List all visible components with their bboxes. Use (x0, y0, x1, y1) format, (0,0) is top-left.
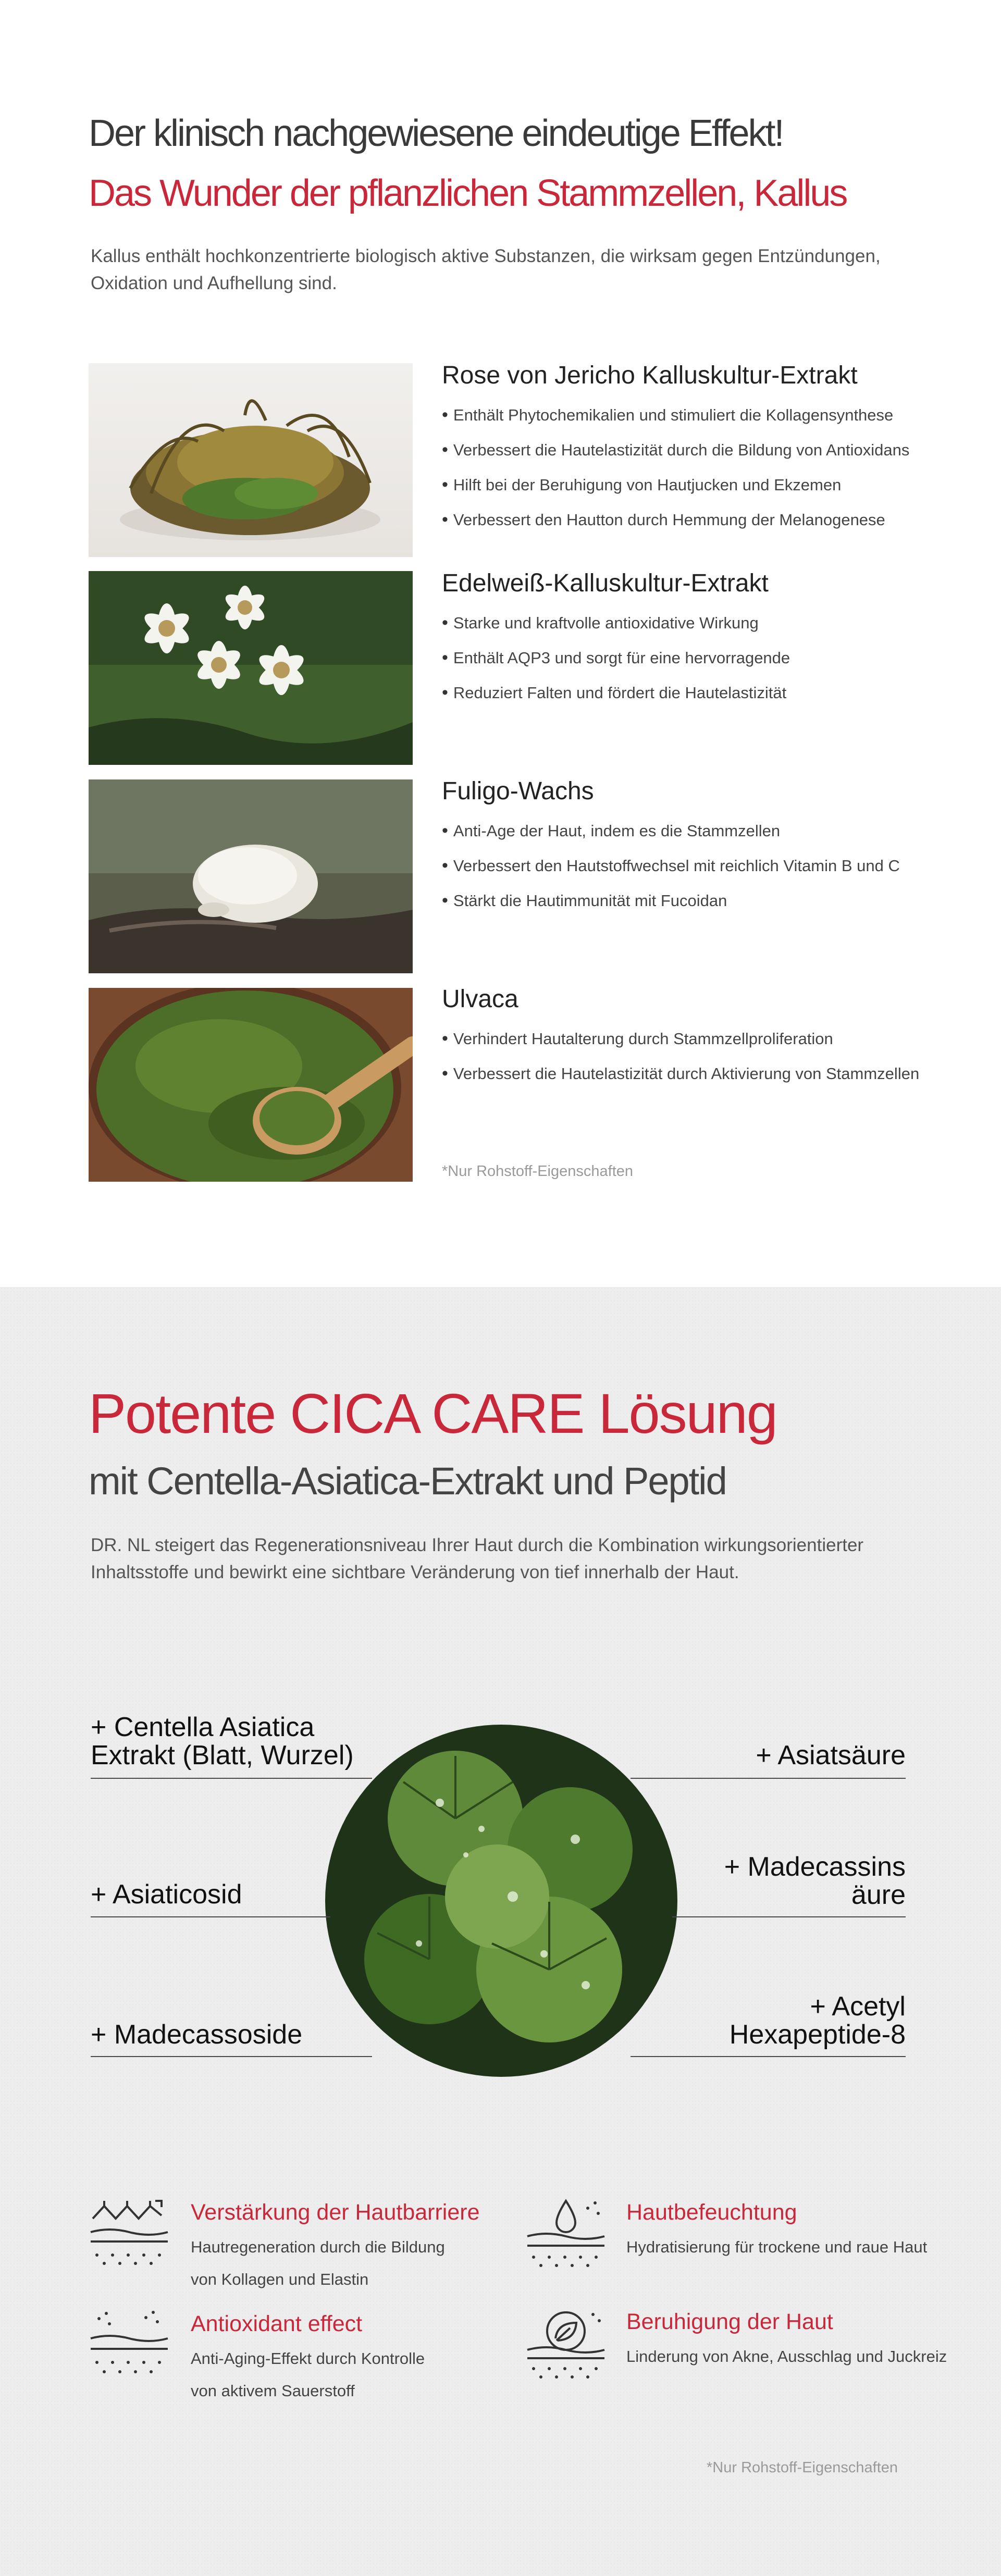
component-asiatic-acid (677, 1741, 906, 1769)
leaf-soothing-icon (525, 2308, 607, 2380)
connector-line (91, 1778, 372, 1779)
benefit-description (626, 2340, 947, 2373)
barrier-icon (89, 2198, 170, 2270)
list-item: • Verbessert die Hautelastizität durch die Bildung von Antioxidans (442, 432, 909, 467)
component-line-1: + Centella Asiatica (91, 1712, 315, 1742)
component-madecassoside (91, 2021, 302, 2049)
benefit-description (191, 2231, 445, 2296)
benefit-line: Anti-Aging-Effekt durch Kontrolle (191, 2349, 425, 2368)
ingredient-name: Fuligo-Wachs (442, 777, 594, 805)
benefit-title: Hautbefeuchtung (626, 2200, 797, 2225)
list-item: • Verbessert den Hautstoffwechsel mit reichlich Vitamin B und C (442, 848, 900, 883)
benefit-line: von aktivem Sauerstoff (191, 2382, 355, 2400)
ulvaca-image (89, 988, 413, 1182)
list-item: • Reduziert Falten und fördert die Hautelastizität (442, 675, 790, 710)
callus-section (0, 0, 1001, 1287)
centella-asiatica-image (325, 1725, 677, 2077)
list-item: • Verbessert den Hautton durch Hemmung der Melanogenese (442, 502, 909, 537)
component-madecassic-acid (677, 1853, 906, 1909)
section-heading: Der klinisch nachgewiesene eindeutige Effekt! (89, 113, 783, 154)
section-description: DR. NL steigert das Regenerationsniveau Ihrer Haut durch die Kombination wirkungsorientierter Inhaltsstoffe und bewirkt eine sichtbare Veränderung von tief innerhalb der Haut. (91, 1535, 864, 1582)
rose-of-jericho-image (89, 363, 413, 557)
list-item: • Verhindert Hautalterung durch Stammzellproliferation (442, 1021, 919, 1056)
connector-line (672, 1916, 906, 1917)
section-subtitle: mit Centella-Asiatica-Extrakt und Peptid (89, 1459, 726, 1503)
list-item: • Hilft bei der Beruhigung von Hautjucken und Ekzemen (442, 467, 909, 502)
connector-line (91, 2056, 372, 2057)
section-description: Kallus enthält hochkonzentrierte biologisch aktive Substanzen, die wirksam gegen Entzündungen, Oxidation und Aufhellung sind. (91, 246, 881, 293)
list-item: • Enthält AQP3 und sorgt für eine hervorragende (442, 640, 790, 675)
list-item: • Verbessert die Hautelastizität durch Aktivierung von Stammzellen (442, 1056, 919, 1091)
connector-line (631, 1778, 906, 1779)
list-item: • Enthält Phytochemikalien und stimuliert die Kollagensynthese (442, 398, 909, 432)
ingredient-benefits-list (442, 813, 900, 918)
ingredient-benefits-list (442, 605, 790, 710)
component-acetyl-hexapeptide (677, 1992, 906, 2049)
ingredient-benefits-list (442, 398, 909, 537)
component-line-2: Hexapeptide-8 (729, 2020, 906, 2050)
benefit-title: Verstärkung der Hautbarriere (191, 2200, 480, 2225)
benefit-description (191, 2343, 425, 2407)
component-line-1: + Acetyl (810, 1991, 906, 2022)
water-drop-icon (525, 2198, 607, 2270)
ingredient-name: Ulvaca (442, 985, 518, 1013)
ingredient-benefits-list (442, 1021, 919, 1091)
benefit-title: Antioxidant effect (191, 2311, 363, 2336)
list-item: • Starke und kraftvolle antioxidative Wirkung (442, 605, 790, 640)
benefit-line: von Kollagen und Elastin (191, 2270, 369, 2288)
benefit-description (626, 2231, 927, 2263)
footnote: *Nur Rohstoff-Eigenschaften (442, 1163, 634, 1180)
connector-line (91, 1916, 330, 1917)
component-line-1: + Asiaticosid (91, 1879, 242, 1910)
fuligo-wax-image (89, 779, 413, 973)
ingredient-name: Edelweiß-Kalluskultur-Extrakt (442, 569, 769, 597)
component-line-2: äure (851, 1880, 906, 1910)
list-item: • Anti-Age der Haut, indem es die Stammzellen (442, 813, 900, 848)
connector-line (631, 2056, 906, 2057)
antioxidant-icon (89, 2308, 170, 2380)
benefit-line: Hautregeneration durch die Bildung (191, 2238, 445, 2256)
cica-section (0, 1287, 1001, 2576)
component-asiaticoside (91, 1880, 242, 1909)
component-line-1: + Madecassins (724, 1852, 906, 1882)
benefit-line: Linderung von Akne, Ausschlag und Juckreiz (626, 2347, 947, 2366)
section-title: Das Wunder der pflanzlichen Stammzellen, Kallus (89, 172, 847, 214)
edelweiss-image (89, 571, 413, 765)
component-line-1: + Asiatsäure (756, 1740, 906, 1770)
component-centella-extract (91, 1713, 354, 1769)
benefit-line: Hydratisierung für trockene und raue Haut (626, 2238, 928, 2256)
component-line-2: Extrakt (Blatt, Wurzel) (91, 1740, 354, 1770)
list-item: • Stärkt die Hautimmunität mit Fucoidan (442, 883, 900, 918)
benefit-title: Beruhigung der Haut (626, 2309, 833, 2334)
ingredient-name: Rose von Jericho Kalluskultur-Extrakt (442, 362, 858, 389)
section-title: Potente CICA CARE Lösung (89, 1382, 777, 1445)
footnote: *Nur Rohstoff-Eigenschaften (707, 2459, 898, 2476)
component-line-1: + Madecassoside (91, 2020, 303, 2050)
